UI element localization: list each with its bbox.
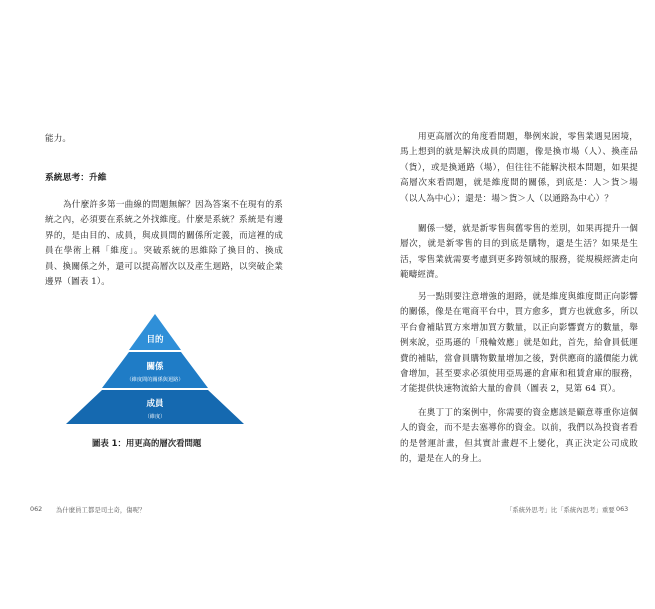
- pyramid-middle-sublabel: （維度間的關係與迴路）: [126, 377, 184, 383]
- right-paragraph-3-text: 另一點則要注意增強的迴路，就是維度與維度間正向影響的關係，像是在電商平台中，買方愈多，賣方也就愈多，所以平台會補貼買方來增加買方數量，以正向影響賣方的數量，舉例來說，亞馬遜的「飛輪效應」就是如此，首先，給會員低運費的補貼，當會員購物數量增加之後，對供應商的議價能力就會增加，甚至要求必須使用亞馬遜的倉庫和租賃倉庫的服務，才能提供快速物流給大量的會員（圖表 2，見第 64 頁）。: [400, 292, 638, 395]
- pyramid-middle-label: 關係: [146, 362, 164, 372]
- intro-paragraph: [45, 198, 283, 290]
- right-paragraph-4: [400, 406, 638, 468]
- section-heading: 系統思考：升維: [45, 173, 107, 183]
- left-running-title: 為什麼員工都是司土奇，傷呢？: [56, 506, 146, 514]
- intro-paragraph-text: 為什麼許多第一曲線的問題無解？因為答案不在現有的系統之內，必須要在系統之外找維度。什麼是系統？系統是有邊界的，是由目的、成員，與成員間的關係所定義，而這裡的成員在學術上稱「維度」。突破系統的思維除了換目的、換成員、換關係之外，還可以提高層次以及產生迴路，以突破企業邊界（圖表 1）。: [45, 200, 283, 288]
- left-page-number: 062: [30, 505, 43, 513]
- figure-caption: 圖表 1：用更高的層次看問題: [92, 438, 202, 448]
- right-running-title: 「系統外思考」比「系統內思考」重要: [506, 506, 615, 514]
- pyramid-diagram: [45, 306, 265, 426]
- pyramid-bottom-label: 成員: [146, 399, 164, 409]
- right-paragraph-2: [400, 222, 638, 284]
- right-paragraph-1-text: 用更高層次的角度看問題，舉例來說，零售業遇見困境，馬上想到的就是解決成員的問題，像是換市場（人）、換產品（貨），或是換通路（場），但往往不能解決根本問題，如果提高層次來看問題，就是維度間的關係，到底是：人＞貨＞場（以人為中心）；還是：場＞貨＞人（以通路為中心）？: [400, 132, 638, 204]
- right-paragraph-3: [400, 290, 638, 398]
- pyramid-bottom-sublabel: （維度）: [144, 414, 166, 420]
- right-page: [328, 0, 655, 609]
- right-paragraph-2-text: 關係一變，就是新零售與舊零售的差別，如果再提升一個層次，就是新零售的目的到底是購物，還是生活？如果是生活，零售業就需要考慮到更多跨領域的服務，從規模經濟走向範疇經濟。: [400, 224, 638, 281]
- opening-line: 能力。: [45, 134, 72, 144]
- pyramid-top-label: 目的: [146, 335, 164, 345]
- right-paragraph-4-text: 在奧丁丁的案例中，你需要的資金應該是顧意尊重你這個人的資金，而不是去塞導你的資金。以前，我們以為投資者看的是營運計畫，但其實計畫趕不上變化，真正決定公司成敗的，還是在人的身上。: [400, 408, 638, 465]
- right-page-number: 063: [616, 505, 629, 513]
- right-paragraph-1: [400, 130, 638, 207]
- left-page: [0, 0, 327, 609]
